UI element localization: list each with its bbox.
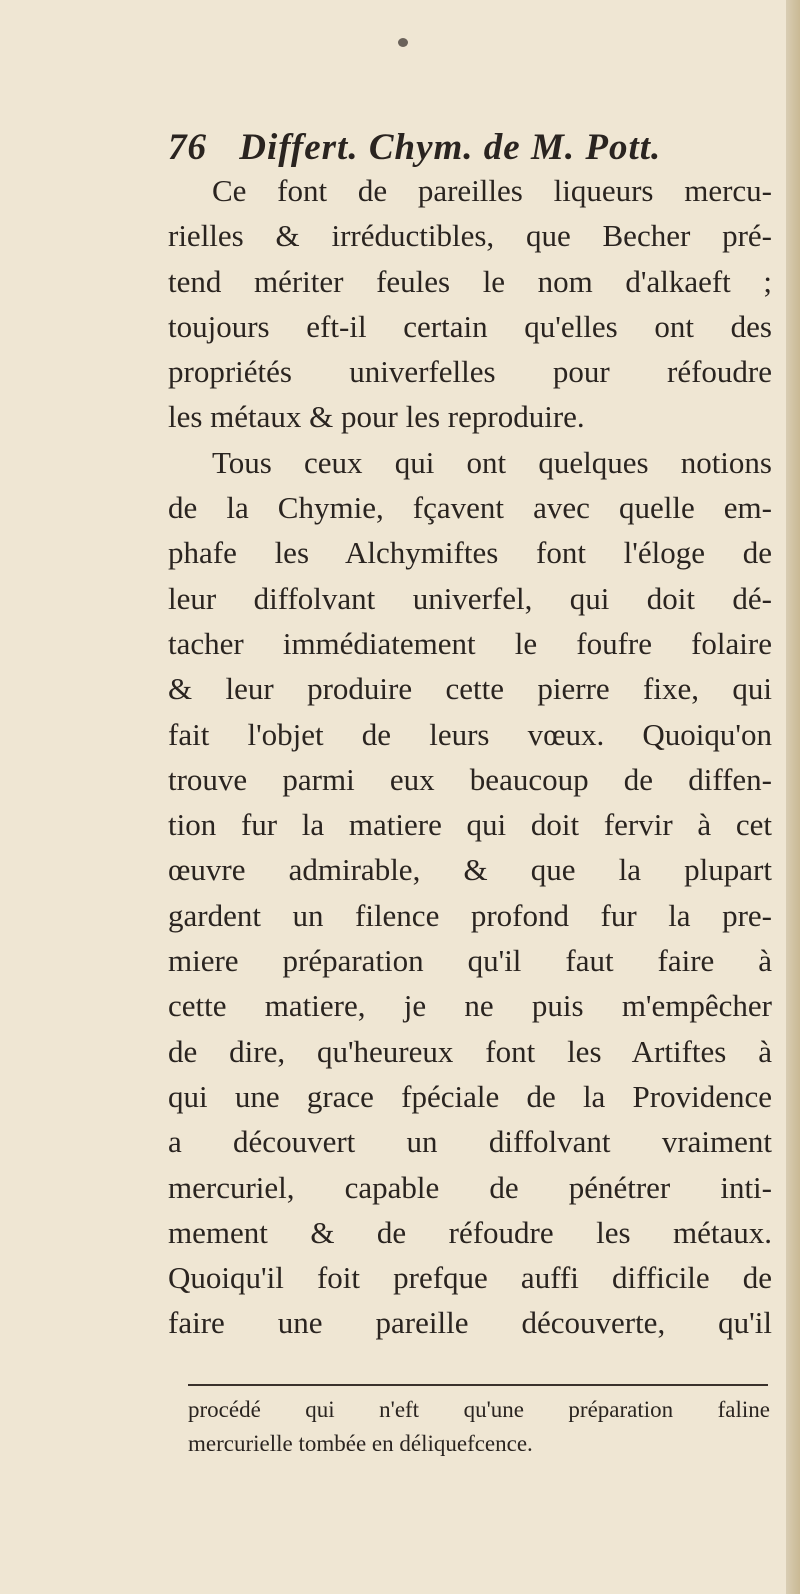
text-line: œuvre admirable, & que la plupart [168, 852, 772, 888]
text-line: toujours eft-il certain qu'elles ont des [168, 308, 772, 344]
text-line: faire une pareille découverte, qu'il [168, 1305, 772, 1341]
text-line: Ce font de pareilles liqueurs mercu- [212, 173, 772, 208]
text-line: les métaux & pour les reproduire. [168, 399, 585, 435]
running-title: Differt. Chym. de M. Pott. [239, 127, 662, 168]
body-text [168, 168, 772, 1346]
text-line: rielles & irréductibles, que Becher pré- [168, 218, 772, 254]
text-line: fait l'objet de leurs vœux. Quoiqu'on [168, 716, 772, 752]
text-line: Tous ceux qui ont quelques notions [212, 444, 772, 480]
ink-spot [398, 38, 408, 47]
text-line: de dire, qu'heureux font les Artiftes à [168, 1033, 772, 1069]
page-header [168, 126, 768, 169]
text-line: propriétés univerfelles pour réfoudre [168, 354, 772, 390]
page-number: 76 [168, 127, 207, 168]
text-line: cette matiere, je ne puis m'empêcher [168, 988, 772, 1024]
footnote-rule [188, 1384, 768, 1386]
text-line: leur diffolvant univerfel, qui doit dé- [168, 580, 772, 616]
text-line: a découvert un diffolvant vraiment [168, 1124, 772, 1160]
footnote [188, 1393, 770, 1461]
text-line: tacher immédiatement le foufre folaire [168, 625, 772, 661]
text-line: Quoiqu'il foit prefque auffi difficile de [168, 1260, 772, 1296]
text-line: trouve parmi eux beaucoup de diffen- [168, 761, 772, 797]
text-line: phafe les Alchymiftes font l'éloge de [168, 535, 772, 571]
text-line: tion fur la matiere qui doit fervir à cet [168, 807, 772, 843]
text-line: mement & de réfoudre les métaux. [168, 1214, 772, 1250]
text-line: miere préparation qu'il faut faire à [168, 943, 772, 979]
text-line: & leur produire cette pierre fixe, qui [168, 671, 772, 707]
text-line: gardent un filence profond fur la pre- [168, 897, 772, 933]
text-line: de la Chymie, fçavent avec quelle em- [168, 490, 772, 526]
page-edge [786, 0, 800, 1594]
text-line: tend mériter feules le nom d'alkaeft ; [168, 263, 772, 299]
footnote-line: mercurielle tombée en déliquefcence. [188, 1431, 533, 1456]
text-line: qui une grace fpéciale de la Providence [168, 1078, 772, 1114]
text-line: mercuriel, capable de pénétrer inti- [168, 1169, 772, 1205]
footnote-line: procédé qui n'eft qu'une préparation faline [188, 1397, 770, 1422]
